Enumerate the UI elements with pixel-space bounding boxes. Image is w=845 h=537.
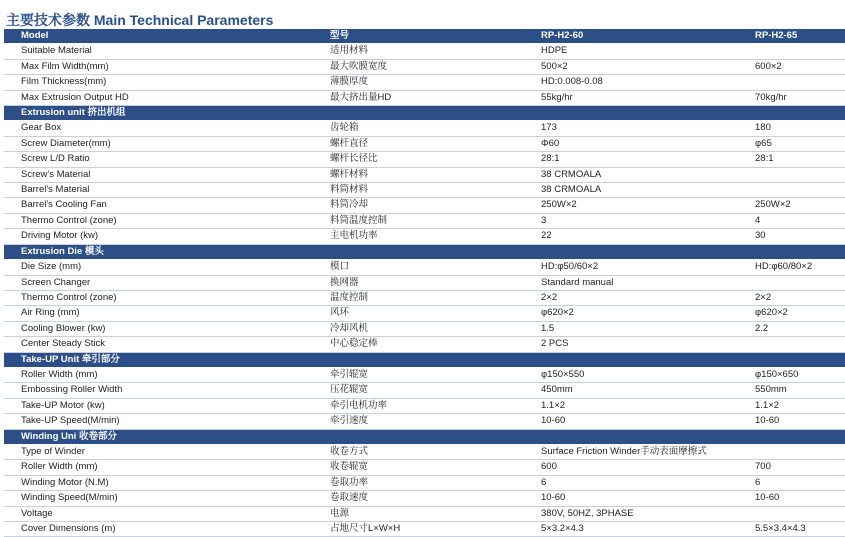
table-row	[4, 198, 845, 213]
param-name-cell: Max Film Width(mm)	[4, 59, 330, 74]
value-rp-h2-65-cell: φ620×2	[755, 306, 845, 321]
table-row	[4, 121, 845, 136]
param-name-cn-cell: 卷取功率	[330, 475, 541, 490]
value-rp-h2-65-cell: 70kg/hr	[755, 90, 845, 105]
value-rp-h2-65-cell: 250W×2	[755, 198, 845, 213]
value-rp-h2-65-cell: 550mm	[755, 383, 845, 398]
value-rp-h2-65-cell: 5.5×3.4×4.3	[755, 522, 845, 537]
param-name-cell: Suitable Material	[4, 44, 330, 59]
value-rp-h2-60-cell: HDPE	[541, 44, 755, 59]
value-rp-h2-65-cell: 2.2	[755, 321, 845, 336]
table-row	[4, 213, 845, 228]
table-row	[4, 183, 845, 198]
value-rp-h2-60-cell: 500×2	[541, 59, 755, 74]
param-name-cn-cell: 卷取速度	[330, 491, 541, 506]
value-rp-h2-65-cell	[755, 506, 845, 521]
value-rp-h2-60-cell: 6	[541, 475, 755, 490]
table-row	[4, 460, 845, 475]
value-rp-h2-65-cell: 6	[755, 475, 845, 490]
table-row	[4, 398, 845, 413]
value-rp-h2-65-cell	[755, 75, 845, 90]
value-rp-h2-65-cell: 10-60	[755, 414, 845, 429]
param-name-cn-cell: 薄膜厚度	[330, 75, 541, 90]
value-rp-h2-60-cell: 1.5	[541, 321, 755, 336]
value-rp-h2-65-cell: φ150×650	[755, 367, 845, 382]
table-header-row	[4, 29, 845, 44]
param-name-cn-cell: 冷却风机	[330, 321, 541, 336]
param-name-cell: Cooling Blower (kw)	[4, 321, 330, 336]
page-title: 主要技术参数 Main Technical Parameters	[6, 12, 274, 28]
param-name-cn-cell: 温度控制	[330, 290, 541, 305]
param-name-cell: Screw L/D Ratio	[4, 152, 330, 167]
value-rp-h2-65-cell: 1.1×2	[755, 398, 845, 413]
param-name-cn-cell: 风环	[330, 306, 541, 321]
value-rp-h2-60-cell: 55kg/hr	[541, 90, 755, 105]
param-name-cell: Voltage	[4, 506, 330, 521]
param-name-cell: Take-UP Motor (kw)	[4, 398, 330, 413]
section-title: Winding Uni 收卷部分	[4, 429, 845, 444]
param-name-cn-cell: 最大挤出量HD	[330, 90, 541, 105]
param-name-cn-cell: 牵引速度	[330, 414, 541, 429]
param-name-cn-cell: 螺杆直径	[330, 136, 541, 151]
param-name-cell: Barrel's Material	[4, 183, 330, 198]
value-rp-h2-60-cell: 5×3.2×4.3	[541, 522, 755, 537]
value-rp-h2-60-cell: Standard manual	[541, 275, 755, 290]
param-name-cell: Roller Width (mm)	[4, 367, 330, 382]
header-cell-model-cn: 型号	[330, 29, 541, 44]
param-name-cell: Screw's Material	[4, 167, 330, 182]
value-rp-h2-60-cell: 2×2	[541, 290, 755, 305]
value-rp-h2-60-cell: 380V, 50HZ, 3PHASE	[541, 506, 755, 521]
section-header-row	[4, 244, 845, 259]
table-row	[4, 367, 845, 382]
value-rp-h2-60-cell: 10-60	[541, 414, 755, 429]
value-rp-h2-60-cell: 22	[541, 229, 755, 244]
param-name-cn-cell: 占地尺寸L×W×H	[330, 522, 541, 537]
table-row	[4, 136, 845, 151]
value-rp-h2-60-cell: 38 CRMOALA	[541, 183, 755, 198]
table-row	[4, 414, 845, 429]
section-title: Extrusion unit 挤出机组	[4, 106, 845, 121]
table-row	[4, 152, 845, 167]
value-rp-h2-60-cell: 10-60	[541, 491, 755, 506]
param-name-cn-cell: 收卷辊宽	[330, 460, 541, 475]
param-name-cn-cell: 料筒冷却	[330, 198, 541, 213]
param-name-cell: Winding Speed(M/min)	[4, 491, 330, 506]
param-name-cn-cell: 中心稳定棒	[330, 337, 541, 352]
table-row	[4, 522, 845, 537]
section-header-row	[4, 429, 845, 444]
value-rp-h2-65-cell: 4	[755, 213, 845, 228]
value-rp-h2-60-cell: Surface Friction Winder手动表面摩擦式	[541, 444, 755, 459]
table-row	[4, 337, 845, 352]
value-rp-h2-65-cell	[755, 183, 845, 198]
param-name-cell: Die Size (mm)	[4, 260, 330, 275]
param-name-cell: Screw Diameter(mm)	[4, 136, 330, 151]
value-rp-h2-65-cell	[755, 337, 845, 352]
param-name-cell: Type of Winder	[4, 444, 330, 459]
value-rp-h2-60-cell: HD:φ50/60×2	[541, 260, 755, 275]
spec-table	[4, 29, 845, 537]
value-rp-h2-65-cell: 180	[755, 121, 845, 136]
param-name-cell: Barrel's Cooling Fan	[4, 198, 330, 213]
value-rp-h2-60-cell: 28:1	[541, 152, 755, 167]
value-rp-h2-60-cell: Φ60	[541, 136, 755, 151]
value-rp-h2-65-cell: 28:1	[755, 152, 845, 167]
header-cell-model: Model	[4, 29, 330, 44]
param-name-cn-cell: 牵引辊宽	[330, 367, 541, 382]
param-name-cell: Embossing Roller Width	[4, 383, 330, 398]
value-rp-h2-65-cell	[755, 275, 845, 290]
table-row	[4, 475, 845, 490]
spec-table-body	[4, 29, 845, 537]
param-name-cell: Take-UP Speed(M/min)	[4, 414, 330, 429]
param-name-cn-cell: 齿轮箱	[330, 121, 541, 136]
param-name-cn-cell: 换网器	[330, 275, 541, 290]
param-name-cn-cell: 螺杆材料	[330, 167, 541, 182]
value-rp-h2-65-cell	[755, 444, 845, 459]
value-rp-h2-65-cell: φ65	[755, 136, 845, 151]
table-row	[4, 90, 845, 105]
value-rp-h2-65-cell: 700	[755, 460, 845, 475]
param-name-cell: Thermo Control (zone)	[4, 213, 330, 228]
table-row	[4, 44, 845, 59]
param-name-cell: Film Thickness(mm)	[4, 75, 330, 90]
table-row	[4, 444, 845, 459]
value-rp-h2-60-cell: 250W×2	[541, 198, 755, 213]
table-row	[4, 506, 845, 521]
section-header-row	[4, 106, 845, 121]
value-rp-h2-60-cell: 2 PCS	[541, 337, 755, 352]
table-row	[4, 275, 845, 290]
table-row	[4, 229, 845, 244]
param-name-cn-cell: 适用材料	[330, 44, 541, 59]
value-rp-h2-60-cell: 1.1×2	[541, 398, 755, 413]
value-rp-h2-60-cell: 450mm	[541, 383, 755, 398]
section-header-row	[4, 352, 845, 367]
value-rp-h2-65-cell: 600×2	[755, 59, 845, 74]
table-row	[4, 167, 845, 182]
table-row	[4, 75, 845, 90]
param-name-cell: Screen Changer	[4, 275, 330, 290]
section-title: Take-UP Unit 牵引部分	[4, 352, 845, 367]
param-name-cell: Winding Motor (N.M)	[4, 475, 330, 490]
param-name-cn-cell: 模口	[330, 260, 541, 275]
table-row	[4, 260, 845, 275]
value-rp-h2-65-cell	[755, 44, 845, 59]
param-name-cn-cell: 压花辊宽	[330, 383, 541, 398]
param-name-cn-cell: 螺杆长径比	[330, 152, 541, 167]
param-name-cell: Air Ring (mm)	[4, 306, 330, 321]
table-row	[4, 491, 845, 506]
param-name-cn-cell: 料筒温度控制	[330, 213, 541, 228]
table-row	[4, 383, 845, 398]
value-rp-h2-60-cell: 600	[541, 460, 755, 475]
value-rp-h2-65-cell: 30	[755, 229, 845, 244]
value-rp-h2-60-cell: 3	[541, 213, 755, 228]
param-name-cn-cell: 电源	[330, 506, 541, 521]
table-row	[4, 306, 845, 321]
param-name-cell: Center Steady Stick	[4, 337, 330, 352]
param-name-cell: Gear Box	[4, 121, 330, 136]
param-name-cn-cell: 最大吹膜宽度	[330, 59, 541, 74]
table-row	[4, 59, 845, 74]
param-name-cell: Driving Motor (kw)	[4, 229, 330, 244]
param-name-cell: Cover Dimensions (m)	[4, 522, 330, 537]
value-rp-h2-65-cell: 10-60	[755, 491, 845, 506]
header-cell-rp-h2-65: RP-H2-65	[755, 29, 845, 44]
table-row	[4, 321, 845, 336]
param-name-cn-cell: 料筒材料	[330, 183, 541, 198]
param-name-cn-cell: 收卷方式	[330, 444, 541, 459]
param-name-cn-cell: 牵引电机功率	[330, 398, 541, 413]
value-rp-h2-60-cell: 173	[541, 121, 755, 136]
value-rp-h2-65-cell	[755, 167, 845, 182]
value-rp-h2-60-cell: 38 CRMOALA	[541, 167, 755, 182]
value-rp-h2-60-cell: φ620×2	[541, 306, 755, 321]
param-name-cn-cell: 主电机功率	[330, 229, 541, 244]
section-title: Extrusion Die 模头	[4, 244, 845, 259]
value-rp-h2-60-cell: φ150×550	[541, 367, 755, 382]
param-name-cell: Thermo Control (zone)	[4, 290, 330, 305]
value-rp-h2-65-cell: 2×2	[755, 290, 845, 305]
table-row	[4, 290, 845, 305]
value-rp-h2-60-cell: HD:0.008-0.08	[541, 75, 755, 90]
param-name-cell: Max Extrusion Output HD	[4, 90, 330, 105]
param-name-cell: Roller Width (mm)	[4, 460, 330, 475]
header-cell-rp-h2-60: RP-H2-60	[541, 29, 755, 44]
value-rp-h2-65-cell: HD:φ60/80×2	[755, 260, 845, 275]
